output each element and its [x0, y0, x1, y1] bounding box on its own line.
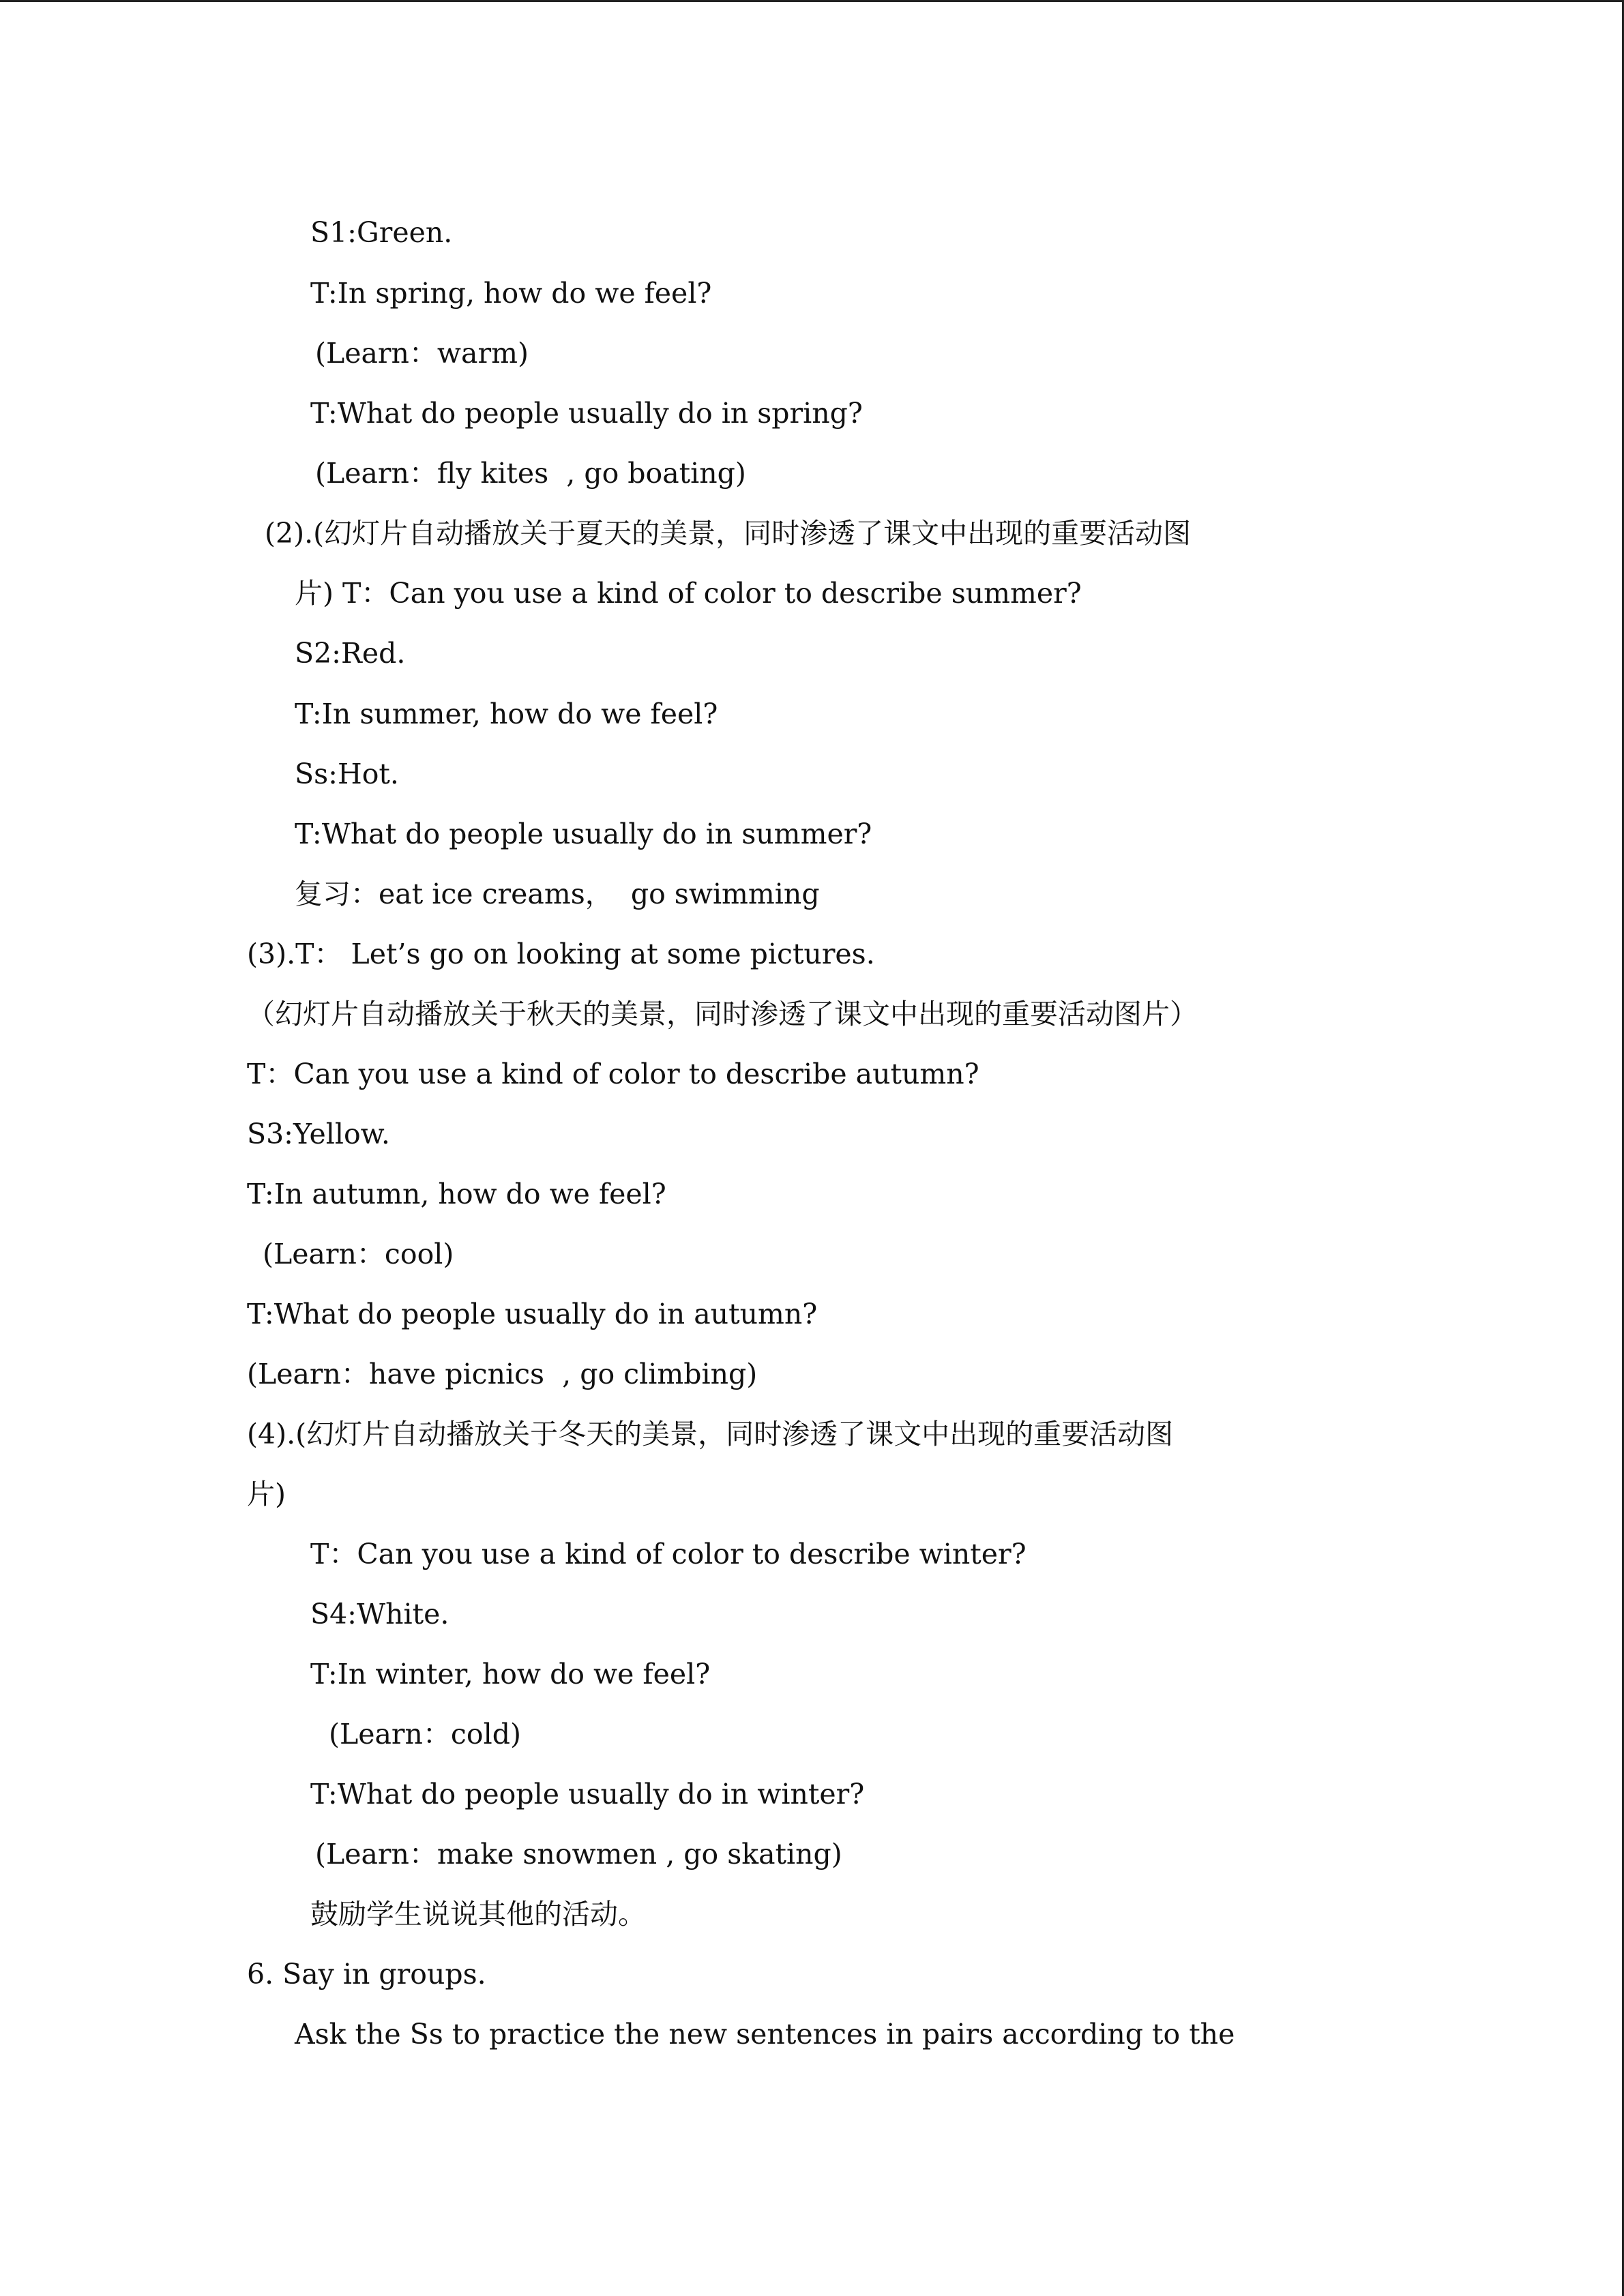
text-line: T：Can you use a kind of color to describe autumn? [247, 1058, 979, 1090]
text-line: 6. Say in groups. [247, 1958, 486, 1991]
text-line: S1:Green. [310, 216, 453, 249]
text-line: T:What do people usually do in autumn? [247, 1298, 818, 1330]
text-line: T:In spring, how do we feel? [310, 277, 712, 310]
text-line: S4:White. [310, 1598, 449, 1630]
text-line: 片) T：Can you use a kind of color to describe summer? [295, 577, 1082, 610]
text-line: Ss:Hot. [295, 758, 399, 790]
text-line: S3:Yellow. [247, 1118, 390, 1150]
text-line: T:What do people usually do in summer? [295, 818, 872, 850]
text-line: 复习：eat ice creams， go swimming [295, 878, 820, 910]
text-line: Ask the Ss to practice the new sentences in pairs according to the [295, 2018, 1235, 2051]
text-line: 鼓励学生说说其他的活动。 [310, 1898, 646, 1930]
text-line: (Learn：cold) [329, 1718, 521, 1750]
text-line: T:What do people usually do in spring? [310, 397, 863, 430]
text-line: T:In autumn, how do we feel? [247, 1178, 666, 1210]
text-line: (Learn：cool) [263, 1238, 454, 1270]
text-line: 片) [247, 1478, 286, 1510]
text-line: T:What do people usually do in winter? [310, 1778, 865, 1810]
text-line: T:In winter, how do we feel? [310, 1658, 711, 1690]
text-line: S2:Red. [295, 637, 406, 670]
text-line: (Learn：have picnics , go climbing) [247, 1358, 758, 1390]
text-line: (4).(幻灯片自动播放关于冬天的美景，同时渗透了课文中出现的重要活动图 [247, 1418, 1174, 1450]
text-line: T：Can you use a kind of color to describe winter? [310, 1538, 1027, 1570]
text-line: （幻灯片自动播放关于秋天的美景，同时渗透了课文中出现的重要活动图片） [247, 998, 1198, 1030]
text-line: T:In summer, how do we feel? [295, 698, 718, 730]
text-line: (3).T： Let’s go on looking at some pictures. [247, 938, 875, 970]
text-line: (Learn：fly kites , go boating) [315, 457, 746, 490]
text-line: (Learn：warm) [315, 337, 529, 370]
text-line: (2).(幻灯片自动播放关于夏天的美景，同时渗透了课文中出现的重要活动图 [265, 517, 1192, 550]
text-line: (Learn：make snowmen , go skating) [315, 1838, 842, 1870]
